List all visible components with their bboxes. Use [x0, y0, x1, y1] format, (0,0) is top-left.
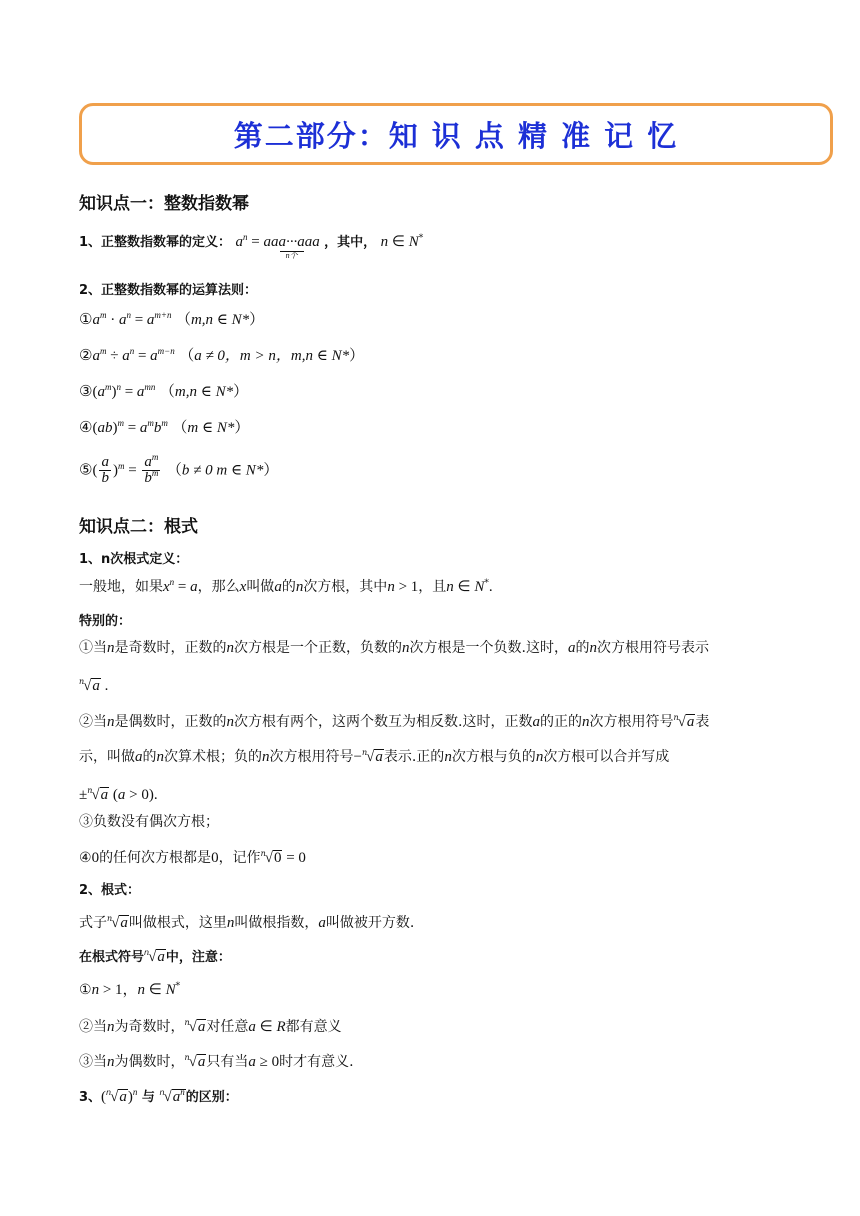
radical-label: 2、根式： [79, 883, 141, 898]
nth-root-def-label: 1、n次根式定义： [79, 552, 189, 567]
definition-line: 1、正整数指数幂的定义： $a^n$ = aaa···aaa n个 ，其中， n ∈ N* [79, 232, 424, 260]
heading-radical: 知识点二：根式 [79, 517, 198, 537]
special-negative: ③负数没有偶次方根； [79, 814, 219, 830]
note-3: ③当n为偶数时，$^n$√a只有当a ≥ 0时才有意义. [79, 1053, 354, 1070]
special-even-combined: ±$^n$√a (a > 0). [79, 786, 158, 803]
rule-3: $③(a^m)^n = a^{mn}$ （m,n ∈ N*） [79, 382, 249, 400]
special-even-cont: 示，叫做a的n次算术根；负的n次方根用符号−$^n$√a表示.正的n次方根与负的n次方根可以合并写成 [79, 748, 670, 765]
difference-label: 3、$(^n√a)^n$ 与 $^n√a^n$的区别： [79, 1087, 238, 1105]
special-label: 特别的： [79, 614, 132, 629]
rule-4: ④(ab)$^m$ = $a^mb^m$ （m ∈ N*） [79, 418, 250, 436]
heading-integer-exponent: 知识点一：整数指数幂 [79, 194, 249, 214]
rule-1: $①a^m \cdot a^n = a^{m+n}$ （m,n ∈ N*） [79, 310, 265, 328]
section-banner [79, 103, 833, 165]
special-zero: ④0的任何次方根都是0，记作$^n$√0 = 0 [79, 849, 306, 866]
rule-5: ⑤( $\frac{a}{b}$ )$^m$ = $\frac{a^m}{b^m}$ （b ≠ 0 m ∈ N*） [79, 452, 279, 486]
note-2: ②当n为奇数时，$^n$√a对任意a ∈ R都有意义 [79, 1018, 342, 1035]
note-label: 在根式符号$^n$√a中，注意： [79, 948, 231, 965]
note-1: ①n > 1，n ∈ N* [79, 981, 181, 998]
special-even: ②当n是偶数时，正数的n次方根有两个，这两个数互为相反数.这时，正数a的正的n次方根用符号$^n$√a表 [79, 713, 710, 730]
rules-label: 2、正整数指数幂的运算法则： [79, 283, 258, 298]
special-odd-symbol: $^n$√a . [79, 677, 109, 694]
banner-title: 第二部分：知 识 点 精 准 记 忆 [233, 118, 679, 153]
special-odd: ①当n是奇数时，正数的n次方根是一个正数，负数的n次方根是一个负数.这时，a的n次方根用符号表示 [79, 640, 709, 656]
nth-root-def-text: 一般地，如果$x^n = a$，那么x叫做a的n次方根，其中n > 1，且n ∈ N*. [79, 577, 493, 595]
rule-2: $②a^m \div a^n = a^{m-n}$ （a ≠ 0，m > n，m,n ∈ N*） [79, 346, 365, 364]
radical-def: 式子$^n$√a叫做根式，这里n叫做根指数，a叫做被开方数. [79, 914, 415, 931]
